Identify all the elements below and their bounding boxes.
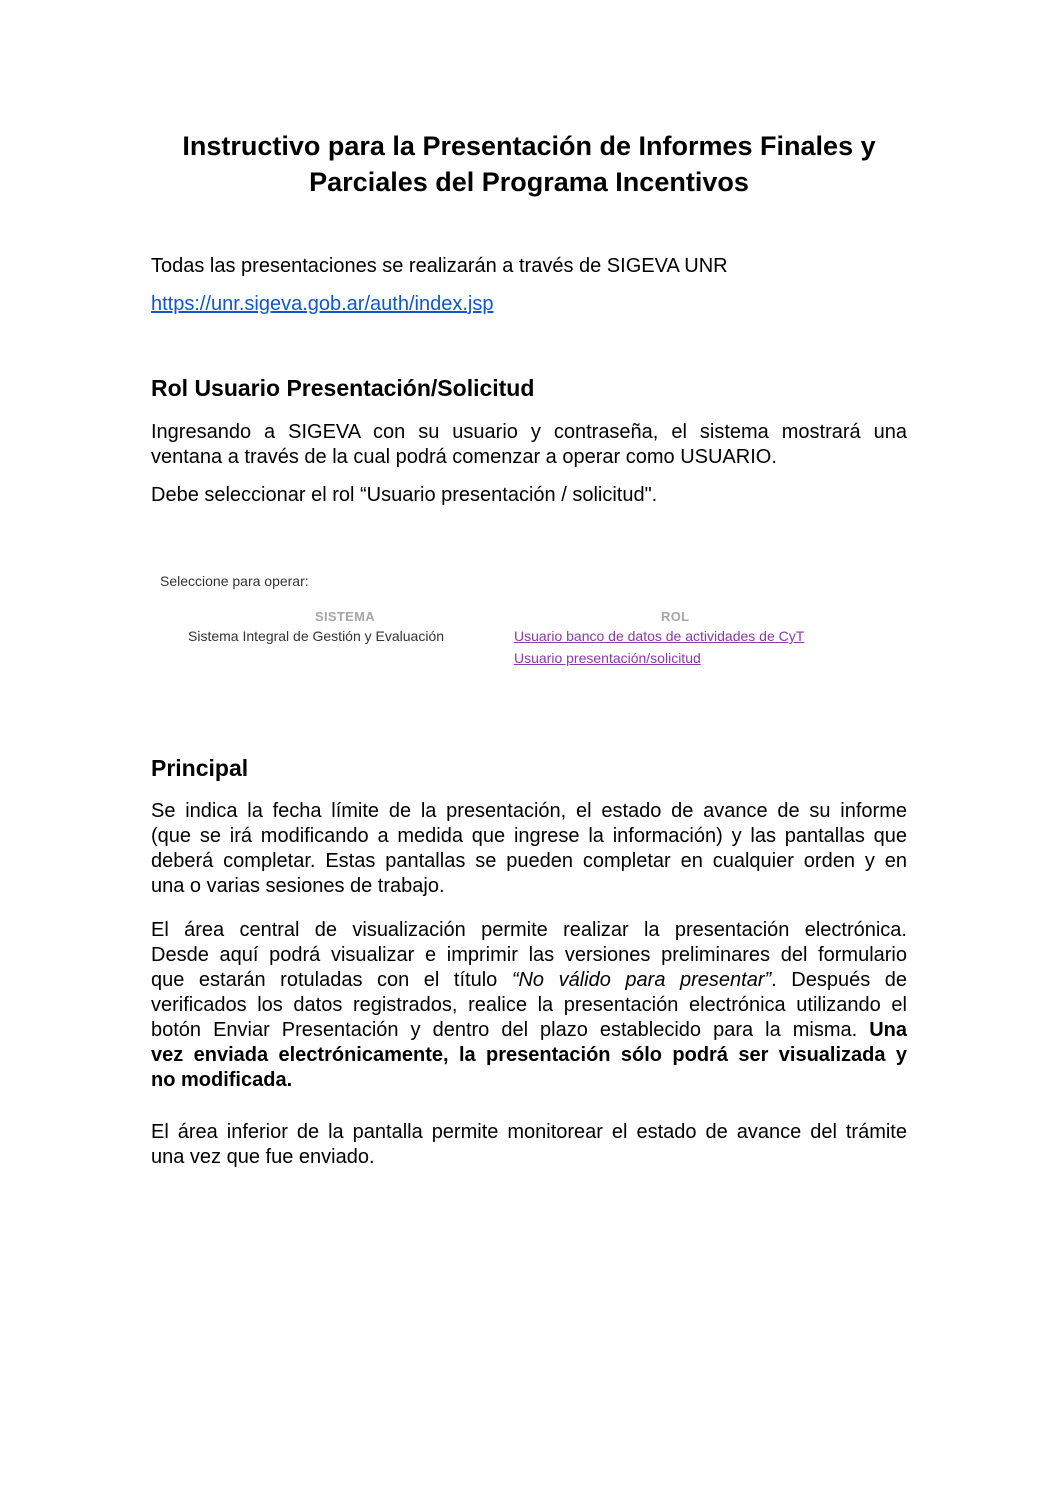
principal-paragraph-3-line: El área inferior de la pantalla permite monitorear el estado de avance del trámite bbox=[151, 1121, 907, 1143]
column-header-sistema: SISTEMA bbox=[315, 609, 375, 624]
principal-paragraph-1-line: (que se irá modificando a medida que ingrese la información) y las pantallas que bbox=[151, 825, 907, 847]
section-heading-principal: Principal bbox=[151, 755, 249, 781]
principal-paragraph-1-line: Se indica la fecha límite de la presentación, el estado de avance de su informe bbox=[151, 800, 907, 822]
rol-paragraph-1-line-2: ventana a través de la cual podrá comenzar a operar como USUARIO. bbox=[151, 446, 777, 468]
warning-bold-text: vez enviada electrónicamente, la presentación sólo podrá ser visualizada y bbox=[151, 1044, 907, 1066]
principal-paragraph-2-line bbox=[151, 1043, 907, 1068]
document-title bbox=[100, 128, 958, 200]
principal-paragraph-2 bbox=[151, 918, 907, 1093]
sistema-name: Sistema Integral de Gestión y Evaluación bbox=[188, 628, 445, 644]
principal-paragraph-1-line: deberá completar. Estas pantallas se pueden completar en cualquier orden y en bbox=[151, 850, 907, 872]
principal-paragraph-2-line bbox=[151, 1068, 907, 1093]
section-heading-rol: Rol Usuario Presentación/Solicitud bbox=[151, 375, 535, 401]
title-line-1: Instructivo para la Presentación de Informes Finales y bbox=[182, 131, 876, 161]
role-link-banco-datos[interactable]: Usuario banco de datos de actividades de CyT bbox=[514, 628, 805, 644]
principal-paragraph-2-line: verificados los datos registrados, realice la presentación electrónica utilizando el bbox=[151, 994, 907, 1016]
rol-paragraph-1 bbox=[151, 420, 907, 470]
role-selection-screenshot bbox=[151, 566, 907, 686]
principal-paragraph-1-line: una o varias sesiones de trabajo. bbox=[151, 875, 445, 897]
principal-paragraph-2-text: . Después de bbox=[771, 969, 907, 991]
role-link-presentacion-solicitud[interactable]: Usuario presentación/solicitud bbox=[514, 650, 701, 666]
role-prompt: Seleccione para operar: bbox=[160, 573, 309, 589]
principal-paragraph-2-line bbox=[151, 968, 907, 993]
rol-paragraph-1-line-1: Ingresando a SIGEVA con su usuario y contraseña, el sistema mostrará una bbox=[151, 421, 907, 443]
intro-paragraph: Todas las presentaciones se realizarán a través de SIGEVA UNR bbox=[151, 255, 728, 277]
principal-paragraph-2-line: Desde aquí podrá visualizar e imprimir las versiones preliminares del formulario bbox=[151, 944, 907, 966]
principal-paragraph-2-line bbox=[151, 1018, 907, 1043]
no-valido-emphasis: “No válido para presentar” bbox=[511, 969, 772, 991]
warning-bold-text: Una bbox=[869, 1019, 907, 1041]
principal-paragraph-2-line: El área central de visualización permite realizar la presentación electrónica. bbox=[151, 919, 907, 941]
principal-paragraph-3-line: una vez que fue enviado. bbox=[151, 1146, 375, 1168]
title-line-2: Parciales del Programa Incentivos bbox=[309, 167, 749, 197]
sigeva-url-link[interactable]: https://unr.sigeva.gob.ar/auth/index.jsp bbox=[151, 293, 494, 315]
warning-bold-text: no modificada. bbox=[151, 1069, 293, 1091]
principal-paragraph-3 bbox=[151, 1120, 907, 1170]
sigeva-url-paragraph bbox=[151, 292, 907, 317]
column-header-rol: ROL bbox=[661, 609, 690, 624]
rol-paragraph-2: Debe seleccionar el rol “Usuario presentación / solicitud". bbox=[151, 484, 658, 506]
principal-paragraph-1 bbox=[151, 799, 907, 899]
principal-paragraph-2-text: que estarán rotuladas con el título bbox=[151, 969, 512, 991]
principal-paragraph-2-text: botón Enviar Presentación y dentro del plazo establecido para la misma. bbox=[151, 1019, 870, 1041]
